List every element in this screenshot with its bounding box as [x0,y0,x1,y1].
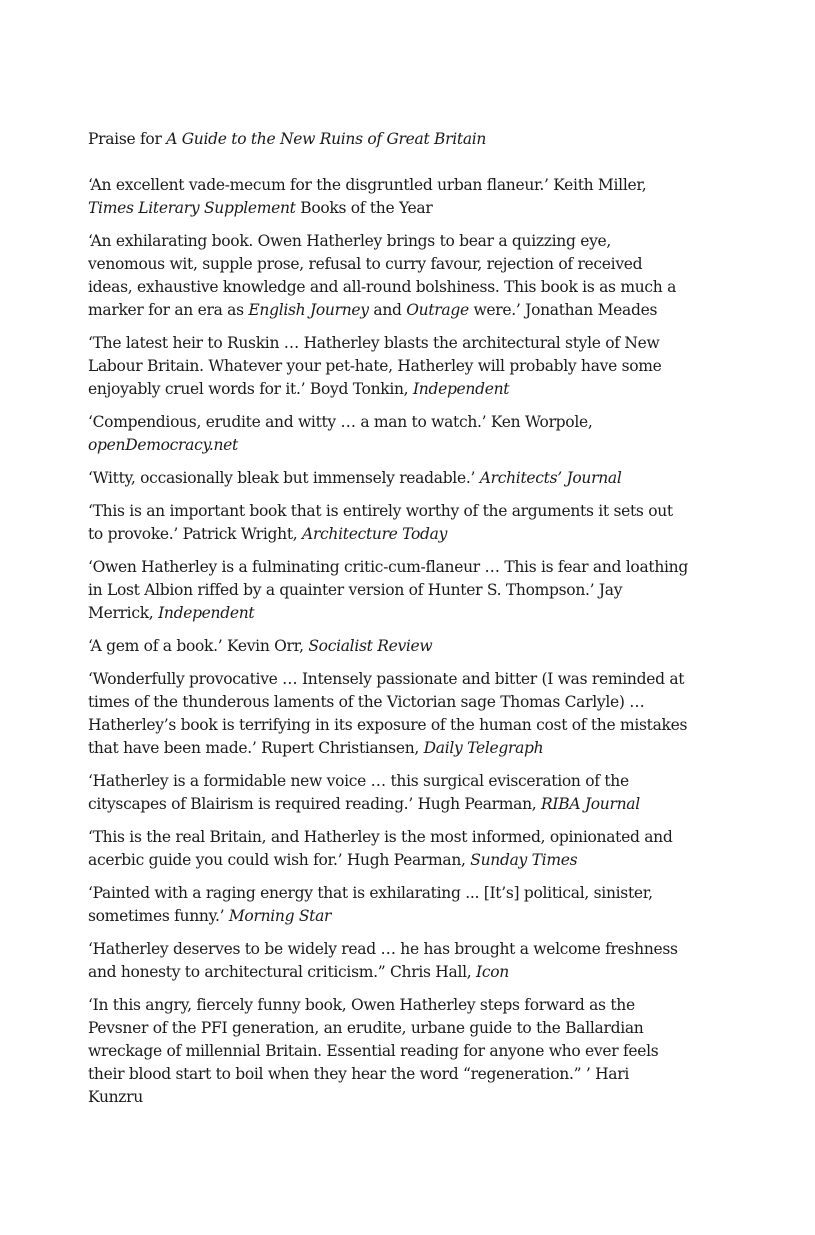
quote-source: Architects’ Journal [479,469,622,487]
quote-source: Times Literary Supplement [88,199,296,217]
quote-source: Morning Star [228,907,332,925]
quote-text: ‘An exhilarating book. Owen Hatherley brings to bear a quizzing eye, venomous wit, supple prose, refusal to curry favour, rejection of received ideas, exhaustive knowledge and all-round bolshiness. This book is as much a marker for an era as [88,232,677,319]
quote [88,994,688,1109]
quote [88,882,688,928]
quote-source: Sunday Times [470,851,578,869]
quote-source: Independent [158,604,255,622]
quote-text: ‘This is the real Britain, and Hatherley is the most informed, opinionated and acerbic guide you could wish for.’ Hugh Pearman, [88,828,673,869]
quote-conjunction: and [368,301,407,319]
quote-text: ‘Compendious, erudite and witty … a man to watch.’ Ken Worpole, [88,413,593,431]
book-title: A Guide to the New Ruins of Great Britain [166,130,487,148]
quote-source: RIBA Journal [541,795,640,813]
quote-work: English Journey [248,301,369,319]
quote [88,938,688,984]
quote [88,411,688,457]
quote-text: ‘In this angry, fiercely funny book, Owen Hatherley steps forward as the Pevsner of the PFI generation, an erudite, urbane guide to the Ballardian wreckage of millennial Britain. Essential reading for anyone who ever feels their blood start to boil when they hear the word “regeneration.” ’ Hari Kunzru [88,996,659,1106]
quote [88,332,688,401]
quote [88,230,688,322]
quote-source: Daily Telegraph [423,739,544,757]
quote-text: ‘Painted with a raging energy that is exhilarating ... [It’s] political, sinister, sometimes funny.’ [88,884,653,925]
quote-text: ‘An excellent vade-mecum for the disgruntled urban flaneur.’ Keith Miller, [88,176,647,194]
quote-suffix: Books of the Year [295,199,433,217]
quote [88,500,688,546]
quote-text: ‘The latest heir to Ruskin … Hatherley blasts the architectural style of New Labour Britain. Whatever your pet-hate, Hatherley will probably have some enjoyably cruel words for it.’ Boyd Tonkin, [88,334,662,398]
quote [88,635,688,658]
quote-source: Icon [476,963,509,981]
quote-text: ‘Hatherley deserves to be widely read … he has brought a welcome freshness and honesty to architectural criticism.” Chris Hall, [88,940,678,981]
quote-text: ‘Hatherley is a formidable new voice … this surgical evisceration of the cityscapes of Blairism is required reading.’ Hugh Pearman, [88,772,629,813]
quote-text: ‘A gem of a book.’ Kevin Orr, [88,637,309,655]
quote [88,770,688,816]
quote-work: Outrage [406,301,469,319]
quote-text: ‘This is an important book that is entirely worthy of the arguments it sets out to provoke.’ Patrick Wright, [88,502,673,543]
quote [88,467,688,490]
quote [88,668,688,760]
quote-text: ‘Wonderfully provocative … Intensely passionate and bitter (I was reminded at times of the thunderous laments of the Victorian sage Thomas Carlyle) … Hatherley’s book is terrifying in its exposure of the human cost of the mistakes that have been made.’ Rupert Christiansen, [88,670,688,757]
heading-prefix: Praise for [88,130,167,148]
quote-source: openDemocracy.net [88,436,238,454]
quote-source: Architecture Today [302,525,448,543]
quote [88,556,688,625]
quote-text: ‘Owen Hatherley is a fulminating critic-cum-flaneur … This is fear and loathing in Lost Albion riffed by a quainter version of Hunter S. Thompson.’ Jay Merrick, [88,558,688,622]
quote [88,174,688,220]
praise-page [88,128,688,1119]
page-heading [88,128,688,151]
quote-source: Independent [412,380,510,398]
quote [88,826,688,872]
quote-source: Socialist Review [308,637,433,655]
quote-suffix: were.’ Jonathan Meades [468,301,658,319]
quote-text: ‘Witty, occasionally bleak but immensely readable.’ [88,469,480,487]
